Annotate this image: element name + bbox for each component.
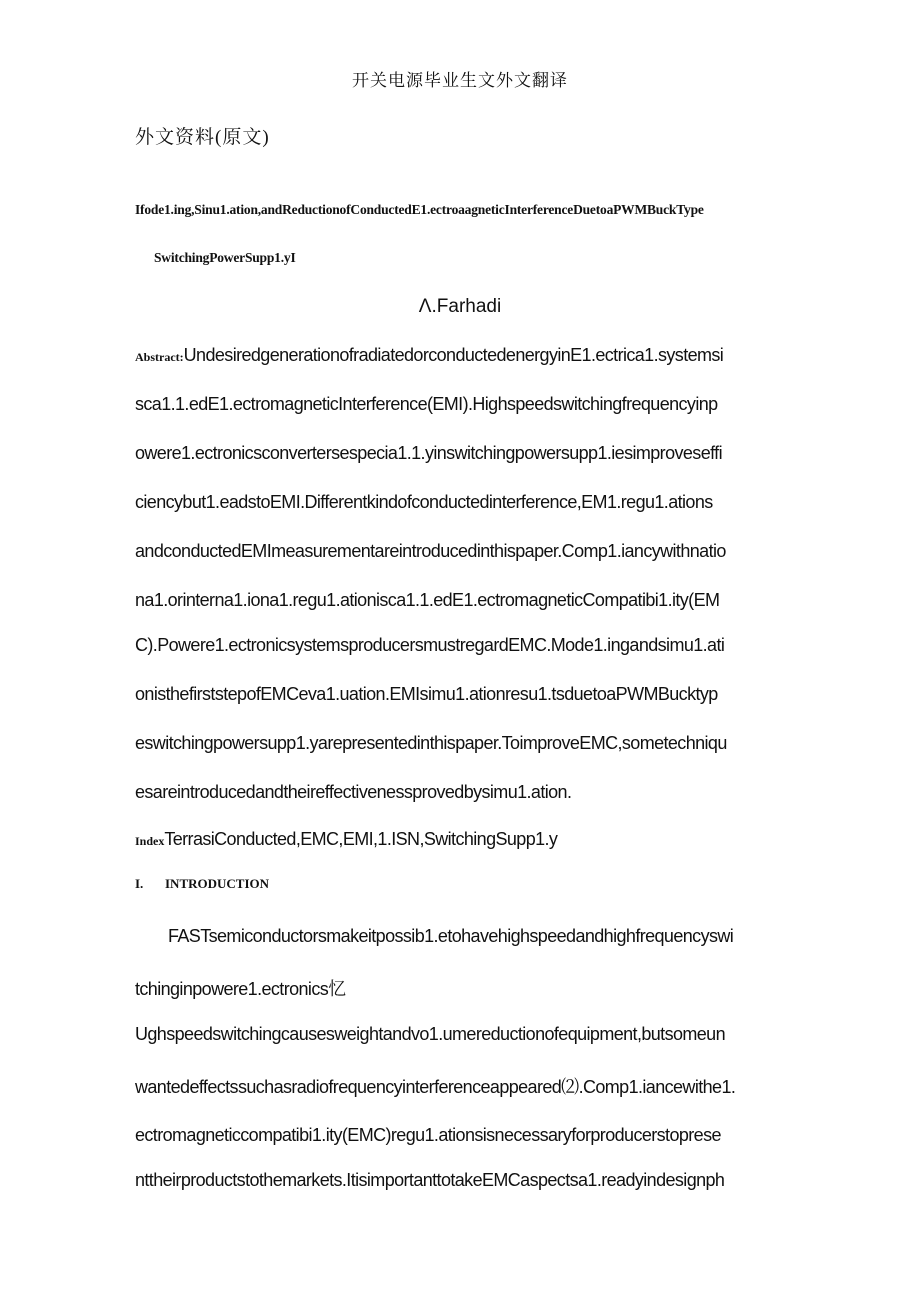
section-title: INTRODUCTION [165,876,270,891]
intro-line: FASTsemiconductorsmakeitpossib1.etohavehighspeedandhighfrequencyswi [168,926,734,946]
abstract-line: sca1.1.edE1.ectromagneticInterference(EMI).Highspeedswitchingfrequencyinp [135,394,718,414]
abstract-line: na1.orinterna1.iona1.regu1.ationisca1.1.edE1.ectromagneticCompatibi1.ity(EM [135,590,720,610]
index-terms-text: TerrasiConducted,EMC,EMI,1.ISN,SwitchingSupp1.y [164,829,558,849]
abstract-line: eswitchingpowersupp1.yarepresentedinthispaper.ToimproveEMC,sometechniqu [135,733,727,753]
abstract-line: owere1.ectronicsconvertersespecia1.1.yinswitchingpowersupp1.iesimproveseffi [135,443,722,463]
author: Λ.Farhadi [418,296,502,317]
abstract-text: UndesiredgenerationofradiatedorconductedenergyinE1.ectrica1.systemsi [183,345,724,365]
abstract-line [135,345,723,366]
intro-line: nttheirproductstothemarkets.ItisimportanttotakeEMCaspectsa1.readyindesignph [135,1170,725,1190]
intro-line: wantedeffectssuchasradiofrequencyinterferenceappeared⑵.Comp1.iancewithe1. [135,1077,736,1097]
intro-line: tchinginpowere1.ectronics忆 [135,979,346,999]
abstract-line: andconductedEMImeasurementareintroducedinthispaper.Comp1.iancywithnatio [135,541,726,561]
abstract-line: ciencybut1.eadstoEMI.Differentkindofconductedinterference,EM1.regu1.ations [135,492,713,512]
intro-line: Ughspeedswitchingcausesweightandvo1.umereductionofequipment,butsomeun [135,1024,726,1044]
section-number: I. [135,876,144,891]
abstract-line: C).Powere1.ectronicsystemsproducersmustregardEMC.Mode1.ingandsimu1.ati [135,635,725,655]
abstract-label: Abstract: [135,350,184,364]
page-header: 开关电源毕业生文外文翻译 [352,71,568,90]
intro-line: ectromagneticcompatibi1.ity(EMC)regu1.ationsisnecessaryforproducerstoprese [135,1125,721,1145]
abstract-line: esareintroducedandtheireffectivenessprovedbysimu1.ation. [135,782,572,802]
abstract-line: onisthefirststepofEMCeva1.uation.EMIsimu1.ationresu1.tsduetoaPWMBucktyp [135,684,718,704]
paper-title-line-1: Ifode1.ing,Sinu1.ation,andReductionofConductedE1.ectroaagneticInterferenceDuetoaPWMBuckType [135,202,704,217]
introduction-heading [135,876,269,892]
paper-title-line-2: SwitchingPowerSupp1.yI [154,250,296,265]
index-terms-label: Index [135,834,165,848]
section-label: 外文资料(原文) [135,127,270,148]
index-terms [135,829,557,850]
